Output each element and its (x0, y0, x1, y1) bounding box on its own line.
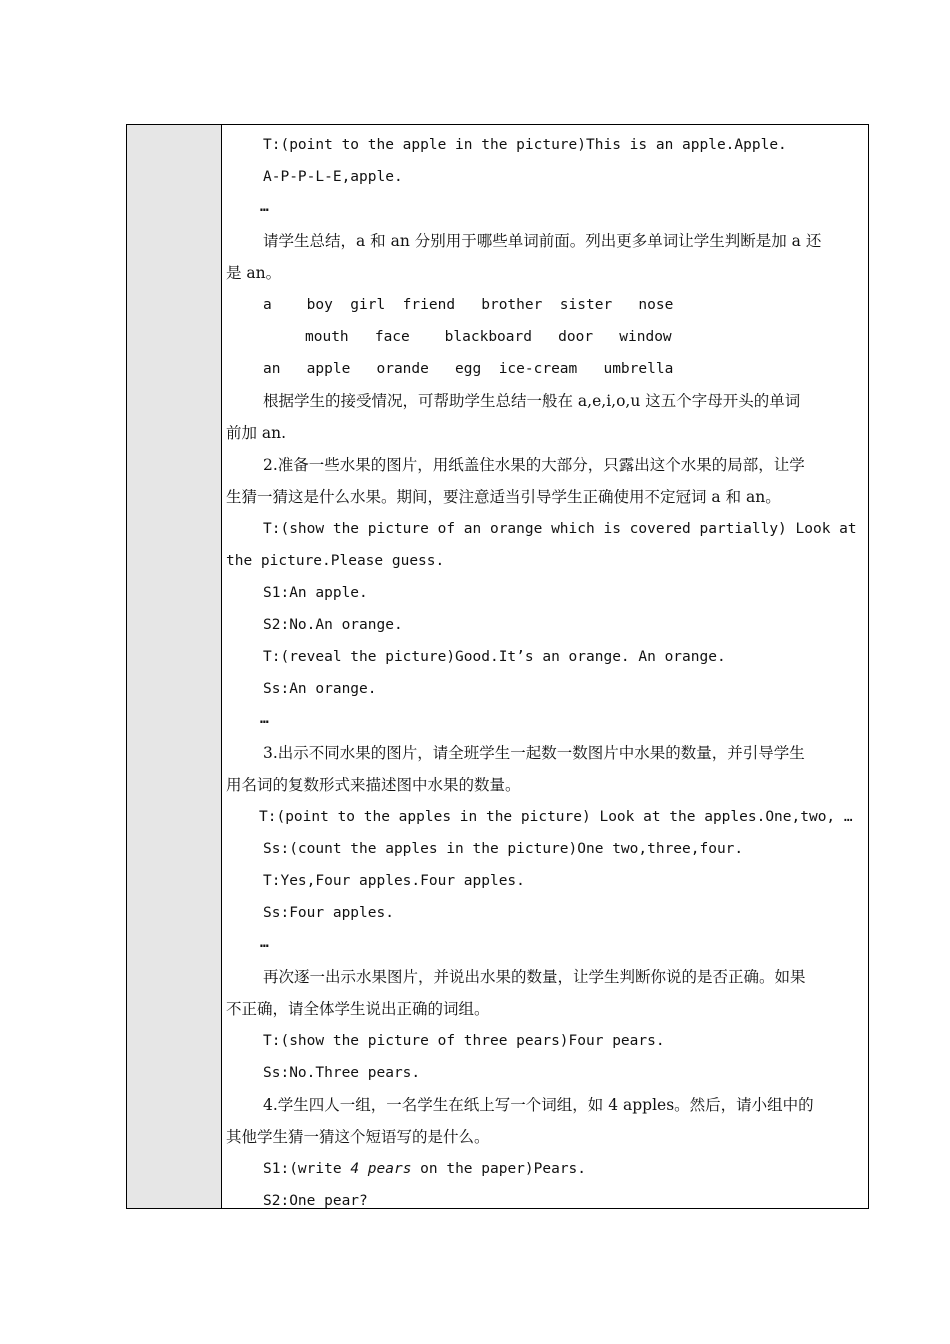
text-line: T:(reveal the picture)Good.It’s an orange. An orange. (263, 649, 726, 665)
text-segment: S1:(write (263, 1161, 351, 1177)
text-line: 前加 an. (226, 424, 287, 442)
text-line: T:(point to the apple in the picture)This is an apple.Apple. (263, 137, 787, 153)
text-line: 生猜一猜这是什么水果。期间，要注意适当引导学生正确使用不定冠词 a 和 an。 (226, 488, 781, 506)
text-line: 是 an。 (226, 264, 282, 282)
ellipsis: … (260, 935, 270, 951)
step-4-heading: 4.学生四人一组，一名学生在纸上写一个词组，如 4 apples。然后，请小组中的 (263, 1096, 814, 1114)
ellipsis: … (260, 711, 270, 727)
text-line: T:Yes,Four apples.Four apples. (263, 873, 525, 889)
text-line: Ss:(count the apples in the picture)One two,three,four. (263, 841, 744, 857)
text-line: 其他学生猜一猜这个短语写的是什么。 (226, 1128, 490, 1146)
step-2-heading: 2.准备一些水果的图片，用纸盖住水果的大部分，只露出这个水果的局部，让学 (263, 456, 805, 474)
text-segment: on the paper)Pears. (411, 1161, 587, 1177)
text-line: S2:One pear? (263, 1193, 368, 1209)
text-line: A-P-P-L-E,apple. (263, 169, 403, 185)
text-line: 不正确，请全体学生说出正确的词组。 (226, 1000, 490, 1018)
text-line: T:(show the picture of three pears)Four pears. (263, 1033, 665, 1049)
text-line: T:(show the picture of an orange which is covered partially) Look at (263, 521, 857, 537)
text-line (263, 1159, 586, 1179)
word-list-an: an apple orande egg ice-cream umbrella (263, 361, 674, 377)
text-line: 用名词的复数形式来描述图中水果的数量。 (226, 776, 521, 794)
content-cell (222, 125, 868, 1208)
step-3-heading: 3.出示不同水果的图片，请全班学生一起数一数图片中水果的数量，并引导学生 (263, 744, 805, 762)
text-line: 根据学生的接受情况，可帮助学生总结一般在 a,e,i,o,u 这五个字母开头的单词 (263, 392, 801, 410)
text-line: Ss:Four apples. (263, 905, 394, 921)
text-line: 请学生总结，a 和 an 分别用于哪些单词前面。列出更多单词让学生判断是加 a 还 (263, 232, 822, 250)
text-line: T:(point to the apples in the picture) Look at the apples.One,two, … (259, 809, 853, 825)
ellipsis: … (260, 199, 270, 215)
text-line: 再次逐一出示水果图片，并说出水果的数量，让学生判断你说的是否正确。如果 (263, 968, 806, 986)
text-line: S2:No.An orange. (263, 617, 403, 633)
italic-phrase: 4 pears (350, 1161, 412, 1177)
lesson-table (126, 124, 869, 1209)
text-line: Ss:No.Three pears. (263, 1065, 421, 1081)
word-list-a-cont: mouth face blackboard door window (305, 329, 672, 345)
label-column (127, 125, 222, 1208)
text-line: the picture.Please guess. (226, 553, 445, 569)
text-line: S1:An apple. (263, 585, 368, 601)
text-line: Ss:An orange. (263, 681, 377, 697)
word-list-a: a boy girl friend brother sister nose (263, 297, 674, 313)
